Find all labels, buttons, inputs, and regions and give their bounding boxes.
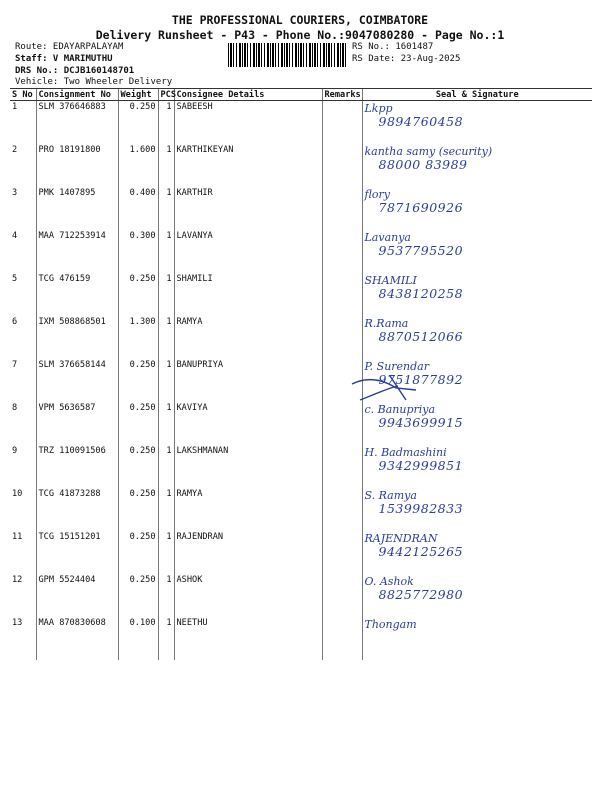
row-weight: 0.400 bbox=[118, 187, 158, 230]
row-sno: 2 bbox=[12, 145, 18, 155]
row-consignment: PMK 1407895 bbox=[36, 187, 118, 230]
row-consignment: VPM 5636587 bbox=[36, 402, 118, 445]
row-remarks bbox=[322, 273, 362, 316]
table-row bbox=[10, 101, 592, 145]
row-signature bbox=[362, 531, 592, 574]
barcode bbox=[228, 43, 346, 67]
signature-name: Lkpp bbox=[364, 102, 393, 115]
row-signature bbox=[362, 273, 592, 316]
row-consignment: TCG 41873288 bbox=[36, 488, 118, 531]
row-weight: 0.100 bbox=[118, 617, 158, 660]
row-consignee: LAKSHMANAN bbox=[174, 445, 322, 488]
row-signature bbox=[362, 144, 592, 187]
row-consignment: TCG 15151201 bbox=[36, 531, 118, 574]
signature-name: O. Ashok bbox=[364, 575, 414, 588]
row-pcs: 1 bbox=[158, 402, 174, 445]
signature-phone: 9943699915 bbox=[378, 415, 464, 430]
row-remarks bbox=[322, 574, 362, 617]
row-consignee: BANUPRIYA bbox=[174, 359, 322, 402]
signature-name: S. Ramya bbox=[364, 489, 417, 502]
signature-name: P. Surendar bbox=[364, 360, 429, 373]
row-consignment: PRO 18191800 bbox=[36, 144, 118, 187]
signature-name: kantha samy (security) bbox=[364, 145, 493, 158]
row-sno: 13 bbox=[12, 618, 23, 628]
row-weight: 0.250 bbox=[118, 402, 158, 445]
signature-name: SHAMILI bbox=[364, 274, 417, 287]
row-consignee: RAJENDRAN bbox=[174, 531, 322, 574]
table-row bbox=[10, 402, 592, 445]
signature-name: flory bbox=[364, 188, 390, 201]
table-row bbox=[10, 230, 592, 273]
row-signature bbox=[362, 316, 592, 359]
row-consignee: RAMYA bbox=[174, 488, 322, 531]
signature-name: c. Banupriya bbox=[364, 403, 436, 416]
table-row bbox=[10, 144, 592, 187]
row-sno: 12 bbox=[12, 575, 23, 585]
row-signature bbox=[362, 617, 592, 660]
row-consignment: TCG 476159 bbox=[36, 273, 118, 316]
row-pcs: 1 bbox=[158, 531, 174, 574]
col-consignment: Consignment No bbox=[36, 89, 118, 101]
table-row bbox=[10, 617, 592, 660]
row-consignee: RAMYA bbox=[174, 316, 322, 359]
row-pcs: 1 bbox=[158, 187, 174, 230]
row-weight: 0.300 bbox=[118, 230, 158, 273]
signature-phone: 9751877892 bbox=[378, 372, 464, 387]
row-sno: 8 bbox=[12, 403, 18, 413]
col-remarks: Remarks bbox=[322, 89, 362, 101]
row-signature bbox=[362, 101, 592, 145]
col-weight: Weight bbox=[118, 89, 158, 101]
signature-name: Thongam bbox=[364, 618, 417, 631]
runsheet-title: Delivery Runsheet - P43 - Phone No.:9047080280 - Page No.:1 bbox=[95, 28, 505, 42]
rs-number: RS No.: 1601487 bbox=[352, 42, 434, 52]
row-sno: 10 bbox=[12, 489, 23, 499]
row-sno: 6 bbox=[12, 317, 18, 327]
signature-phone: 9537795520 bbox=[378, 243, 464, 258]
col-pcs: PCS bbox=[158, 89, 174, 101]
table-row bbox=[10, 273, 592, 316]
route-label: Route: EDAYARPALAYAM bbox=[15, 42, 124, 52]
row-weight: 1.600 bbox=[118, 144, 158, 187]
row-remarks bbox=[322, 187, 362, 230]
table-row bbox=[10, 531, 592, 574]
signature-name: Lavanya bbox=[364, 231, 411, 244]
row-pcs: 1 bbox=[158, 144, 174, 187]
row-remarks bbox=[322, 531, 362, 574]
row-pcs: 1 bbox=[158, 316, 174, 359]
row-sno: 5 bbox=[12, 274, 18, 284]
row-sno: 4 bbox=[12, 231, 18, 241]
row-weight: 0.250 bbox=[118, 488, 158, 531]
row-signature bbox=[362, 230, 592, 273]
row-consignee: KARTHIR bbox=[174, 187, 322, 230]
row-consignment: MAA 712253914 bbox=[36, 230, 118, 273]
row-sno: 9 bbox=[12, 446, 18, 456]
col-sno: S No bbox=[10, 89, 36, 101]
table-row bbox=[10, 359, 592, 402]
signature-phone: 88000 83989 bbox=[378, 157, 468, 172]
row-consignment: TRZ 110091506 bbox=[36, 445, 118, 488]
drs-number: DRS No.: DCJB160148701 bbox=[15, 66, 135, 76]
row-pcs: 1 bbox=[158, 101, 174, 145]
row-sno: 11 bbox=[12, 532, 23, 542]
row-weight: 0.250 bbox=[118, 531, 158, 574]
row-sno: 1 bbox=[12, 102, 18, 112]
row-consignee: SABEESH bbox=[174, 101, 322, 145]
row-pcs: 1 bbox=[158, 273, 174, 316]
row-weight: 0.250 bbox=[118, 101, 158, 145]
row-pcs: 1 bbox=[158, 359, 174, 402]
row-consignee: LAVANYA bbox=[174, 230, 322, 273]
signature-phone: 8438120258 bbox=[378, 286, 464, 301]
row-pcs: 1 bbox=[158, 230, 174, 273]
row-weight: 1.300 bbox=[118, 316, 158, 359]
col-seal-signature: Seal & Signature bbox=[362, 89, 592, 101]
row-weight: 0.250 bbox=[118, 574, 158, 617]
signature-name: R.Rama bbox=[364, 317, 409, 330]
table-row bbox=[10, 187, 592, 230]
row-consignment: IXM 508868501 bbox=[36, 316, 118, 359]
row-signature bbox=[362, 187, 592, 230]
col-consignee-details: Consignee Details bbox=[174, 89, 322, 101]
signature-name: RAJENDRAN bbox=[364, 532, 438, 545]
signature-name: H. Badmashini bbox=[364, 446, 447, 459]
row-remarks bbox=[322, 617, 362, 660]
row-sno: 7 bbox=[12, 360, 18, 370]
signature-phone: 9342999851 bbox=[378, 458, 464, 473]
signature-phone: 8870512066 bbox=[378, 329, 464, 344]
row-consignment: SLM 376658144 bbox=[36, 359, 118, 402]
table-row bbox=[10, 488, 592, 531]
row-remarks bbox=[322, 230, 362, 273]
signature-phone: 9894760458 bbox=[378, 114, 464, 129]
row-remarks bbox=[322, 316, 362, 359]
runsheet-table bbox=[10, 88, 592, 660]
row-consignee: SHAMILI bbox=[174, 273, 322, 316]
row-remarks bbox=[322, 445, 362, 488]
row-consignee: KARTHIKEYAN bbox=[174, 144, 322, 187]
table-row bbox=[10, 316, 592, 359]
row-consignee: ASHOK bbox=[174, 574, 322, 617]
vehicle-label: Vehicle: Two Wheeler Delivery bbox=[15, 77, 173, 87]
row-consignee: NEETHU bbox=[174, 617, 322, 660]
row-remarks bbox=[322, 488, 362, 531]
row-consignee: KAVIYA bbox=[174, 402, 322, 445]
row-pcs: 1 bbox=[158, 445, 174, 488]
row-signature bbox=[362, 488, 592, 531]
rs-date: RS Date: 23-Aug-2025 bbox=[352, 54, 461, 64]
signature-phone: 1539982833 bbox=[378, 501, 464, 516]
company-title: THE PROFESSIONAL COURIERS, COIMBATORE bbox=[171, 13, 429, 27]
row-signature bbox=[362, 445, 592, 488]
table-row bbox=[10, 574, 592, 617]
signature-phone: 8825772980 bbox=[378, 587, 464, 602]
row-consignment: SLM 376646883 bbox=[36, 101, 118, 145]
row-weight: 0.250 bbox=[118, 445, 158, 488]
row-consignment: GPM 5524404 bbox=[36, 574, 118, 617]
row-consignment: MAA 870830608 bbox=[36, 617, 118, 660]
row-sno: 3 bbox=[12, 188, 18, 198]
row-remarks bbox=[322, 144, 362, 187]
row-remarks bbox=[322, 101, 362, 145]
row-pcs: 1 bbox=[158, 617, 174, 660]
staff-label: Staff: V MARIMUTHU bbox=[15, 54, 113, 64]
table-header-row bbox=[10, 89, 592, 101]
row-pcs: 1 bbox=[158, 488, 174, 531]
table-row bbox=[10, 445, 592, 488]
row-signature bbox=[362, 574, 592, 617]
signature-phone: 9442125265 bbox=[378, 544, 464, 559]
scribble-mark bbox=[350, 370, 420, 410]
row-pcs: 1 bbox=[158, 574, 174, 617]
signature-phone: 7871690926 bbox=[378, 200, 464, 215]
row-weight: 0.250 bbox=[118, 273, 158, 316]
row-weight: 0.250 bbox=[118, 359, 158, 402]
